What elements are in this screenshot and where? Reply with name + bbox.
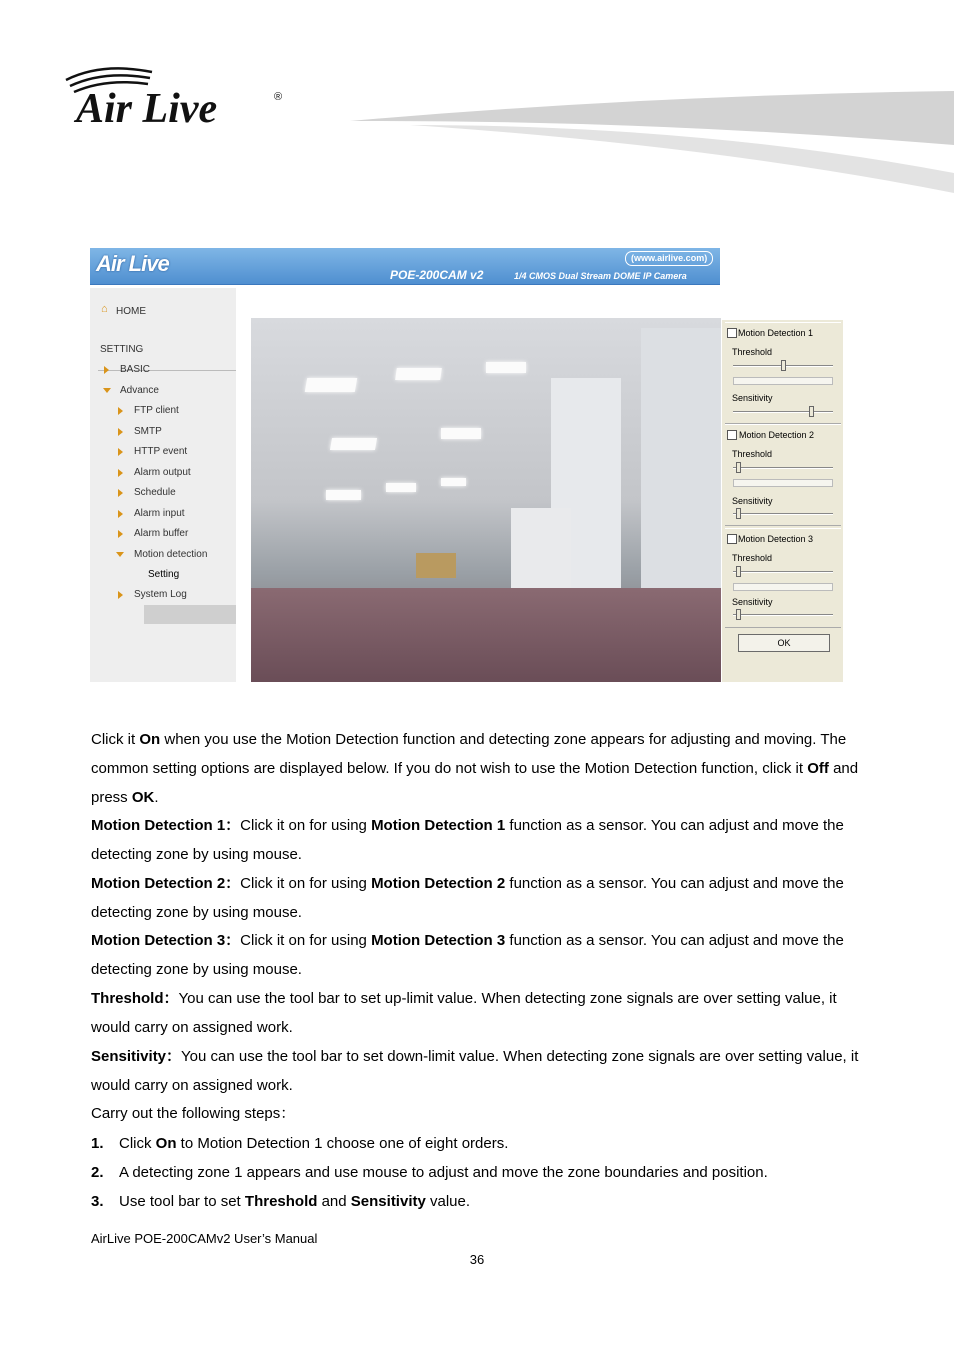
sensitivity-term: Sensitivity： (91, 1048, 182, 1065)
arrow-right-icon (118, 489, 123, 497)
sidebar-item-alarm-input[interactable]: Alarm input (134, 508, 185, 519)
threshold-paragraph (91, 984, 871, 1042)
camera-banner (90, 248, 720, 285)
sidebar-item-alarm-buffer[interactable]: Alarm buffer (134, 528, 189, 539)
md2-text-1: Click it on for using (240, 875, 372, 892)
step-3-text: Use tool bar to set Threshold and Sensitivity value. (119, 1193, 471, 1210)
md2-text-2: function as a sensor. You can adjust and move the detecting zone by using mouse. (91, 875, 844, 921)
threshold-term: Threshold： (91, 990, 179, 1007)
sensitivity-1-track[interactable] (733, 411, 833, 413)
sidebar-item-setting[interactable]: Setting (148, 569, 180, 580)
sensitivity-2-label: Sensitivity (732, 496, 773, 506)
step-2-number: 2. (91, 1164, 104, 1181)
sidebar-item-motion-detection[interactable]: Motion detection (134, 549, 208, 560)
arrow-right-icon (118, 510, 123, 518)
zone-2-panel (725, 424, 841, 526)
steps-intro: Carry out the following steps： (91, 1105, 296, 1122)
motion-detection-1-label: Motion Detection 1 (738, 328, 814, 338)
sidebar-item-http-event[interactable]: HTTP event (134, 446, 188, 457)
arrow-right-icon (118, 448, 123, 456)
registered-mark: ® (274, 91, 283, 103)
motion-detection-controls (722, 320, 843, 682)
arrow-right-icon (118, 530, 123, 538)
arrow-right-icon (118, 407, 123, 415)
sidebar-item-alarm-output[interactable]: Alarm output (134, 467, 191, 478)
home-icon[interactable]: ⌂ (101, 303, 108, 315)
sidebar-item-ftp-client[interactable]: FTP client (134, 405, 179, 416)
md2-bold: Motion Detection 2 (371, 875, 506, 892)
step-2-text: A detecting zone 1 appears and use mouse to adjust and move the zone boundaries and position. (119, 1164, 768, 1181)
threshold-2-track[interactable] (733, 467, 833, 469)
sensitivity-text: You can use the tool bar to set down-limit value. When detecting zone signals are over setting value, it would carry on assigned work. (91, 1048, 859, 1094)
threshold-1-slider[interactable] (781, 360, 786, 371)
motion-detection-2-checkbox[interactable] (727, 430, 737, 440)
step-1-number: 1. (91, 1135, 104, 1152)
md1-bold: Motion Detection 1 (371, 817, 506, 834)
threshold-1-label: Threshold (732, 347, 773, 357)
threshold-3-slider[interactable] (736, 566, 741, 577)
sidebar-divider (98, 370, 236, 371)
md3-paragraph (91, 926, 871, 984)
sensitivity-1-label: Sensitivity (732, 393, 773, 403)
sensitivity-2-track[interactable] (733, 513, 833, 515)
md3-term: Motion Detection 3： (91, 932, 241, 949)
md2-paragraph (91, 869, 871, 927)
arrow-down-icon (116, 552, 124, 557)
motion-detection-2-label: Motion Detection 2 (739, 430, 815, 440)
sidebar-home[interactable]: HOME (116, 306, 146, 317)
md1-text-1: Click it on for using (240, 817, 372, 834)
md2-term: Motion Detection 2： (91, 875, 241, 892)
header-swoosh-decoration (350, 85, 954, 200)
sidebar-setting-heading: SETTING (100, 344, 144, 355)
intro-bold-on: On (139, 731, 161, 748)
step-1-text: Click On to Motion Detection 1 choose one of eight orders. (119, 1135, 509, 1152)
sensitivity-3-slider[interactable] (736, 609, 741, 620)
arrow-right-icon (118, 591, 123, 599)
intro-paragraph (91, 725, 871, 812)
intro-text-2: when you use the Motion Detection function and detecting zone appears for adjusting and moving. The common setting options are displayed below. If you do not wish to use the Motion Detection function, click it (91, 731, 847, 777)
threshold-2-label: Threshold (732, 449, 773, 459)
zone-3-panel (725, 528, 841, 628)
camera-ui-screenshot (90, 248, 843, 682)
motion-detection-1-checkbox[interactable] (727, 328, 737, 338)
sidebar-item-system-log[interactable]: System Log (134, 589, 187, 600)
sidebar-active-highlight (144, 605, 236, 624)
sidebar-item-smtp[interactable]: SMTP (134, 426, 162, 437)
threshold-3-track[interactable] (733, 571, 833, 573)
sidebar-item-basic[interactable]: BASIC (120, 364, 151, 375)
ok-button[interactable]: OK (738, 634, 830, 652)
md1-text-2: function as a sensor. You can adjust and move the detecting zone by using mouse. (91, 817, 844, 863)
threshold-3-bar (733, 583, 833, 591)
threshold-text: You can use the tool bar to set up-limit value. When detecting zone signals are over setting value, it would carry on assigned work. (91, 990, 837, 1036)
motion-detection-3-checkbox[interactable] (727, 534, 737, 544)
sensitivity-paragraph (91, 1042, 871, 1100)
intro-bold-off: Off (807, 760, 829, 777)
banner-logo: Air Live (96, 251, 169, 276)
sidebar-item-advance[interactable]: Advance (120, 385, 159, 396)
threshold-3-label: Threshold (732, 553, 773, 563)
sensitivity-3-track[interactable] (733, 614, 833, 616)
md3-bold: Motion Detection 3 (371, 932, 506, 949)
zone-1-panel (725, 322, 841, 424)
camera-video-preview[interactable] (251, 318, 721, 682)
airlive-logo-graphic (62, 62, 292, 132)
intro-text-4: . (154, 789, 159, 806)
intro-text-3: and press (91, 760, 859, 806)
step-3-number: 3. (91, 1193, 104, 1210)
arrow-right-icon (118, 469, 123, 477)
md1-term: Motion Detection 1： (91, 817, 241, 834)
md1-paragraph (91, 811, 871, 869)
threshold-2-slider[interactable] (736, 462, 741, 473)
md3-text-1: Click it on for using (240, 932, 372, 949)
camera-sidebar (90, 288, 236, 682)
threshold-2-bar (733, 479, 833, 487)
sensitivity-3-label: Sensitivity (732, 597, 773, 607)
threshold-1-bar (733, 377, 833, 385)
sensitivity-1-slider[interactable] (809, 406, 814, 417)
banner-model: POE-200CAM v2 (390, 268, 484, 282)
banner-description: 1/4 CMOS Dual Stream DOME IP Camera (514, 271, 687, 281)
page-number: 36 (469, 1252, 485, 1267)
airlive-logo (62, 62, 292, 132)
intro-text-1: Click it (91, 731, 140, 748)
md3-text-2: function as a sensor. You can adjust and move the detecting zone by using mouse. (91, 932, 844, 978)
banner-url[interactable]: (www.airlive.com) (625, 251, 713, 266)
arrow-right-icon (118, 428, 123, 436)
intro-bold-ok: OK (131, 789, 155, 806)
airlive-logo-text: Air Live (76, 86, 218, 132)
motion-detection-3-label: Motion Detection 3 (738, 534, 814, 544)
arrow-down-icon (103, 388, 111, 393)
sensitivity-2-slider[interactable] (736, 508, 741, 519)
footer-manual-title: AirLive POE-200CAMv2 User’s Manual (91, 1231, 318, 1246)
sidebar-item-schedule[interactable]: Schedule (134, 487, 176, 498)
arrow-right-icon (104, 366, 109, 374)
